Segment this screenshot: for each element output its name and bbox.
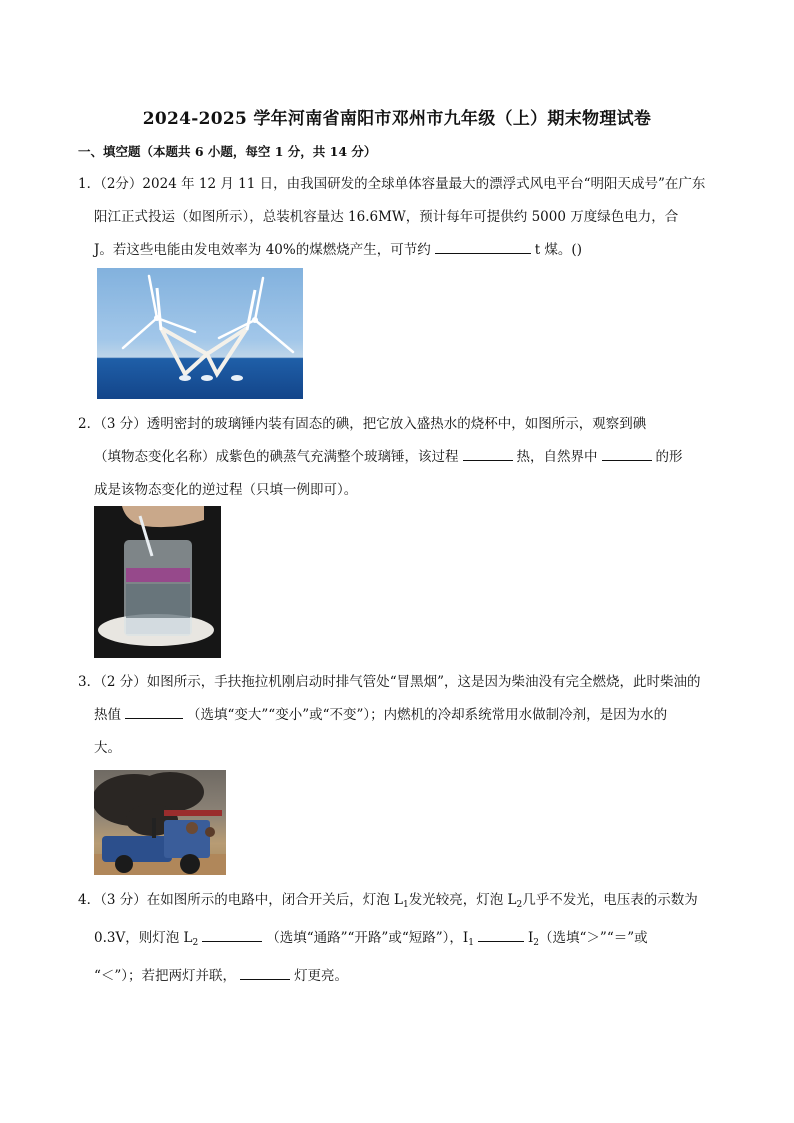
q2-line2-tail: 的形 bbox=[655, 449, 683, 465]
section-heading: 一、填空题（本题共 6 小题，每空 1 分，共 14 分） bbox=[78, 144, 377, 159]
beaker-image bbox=[94, 506, 221, 658]
answer-blank[interactable] bbox=[478, 927, 524, 942]
answer-blank[interactable] bbox=[602, 446, 652, 461]
q3-line2-tail: （选填“变大”“变小”或“不变”）；内燃机的冷却系统常用水做制冷剂，是因为水的 bbox=[187, 707, 668, 723]
page-title: 2024-2025 学年河南省南阳市邓州市九年级（上）期末物理试卷 bbox=[142, 109, 652, 129]
q3-line2 bbox=[78, 699, 718, 732]
q3-line3: 大。 bbox=[94, 740, 121, 756]
q2-line2-text: （填物态变化名称）成紫色的碘蒸气充满整个玻璃锤，该过程 bbox=[94, 449, 459, 465]
q4-line2-b: （选填“通路”“开路”或“短路”），I bbox=[266, 930, 469, 946]
q3-line1: 3．（2 分）如图所示，手扶拖拉机刚启动时排气管处“冒黑烟”，这是因为柴油没有完全燃烧，此时柴油的 bbox=[78, 674, 701, 690]
answer-blank[interactable] bbox=[463, 446, 513, 461]
q2-line1: 2．（3 分）透明密封的玻璃锤内装有固态的碘，把它放入盛热水的烧杯中，如图所示，观察到碘 bbox=[78, 416, 647, 432]
answer-blank[interactable] bbox=[240, 965, 290, 980]
subscript-1: 1 bbox=[468, 938, 474, 948]
question-2 bbox=[78, 408, 718, 507]
q4-line1 bbox=[78, 884, 718, 922]
q4-line3-a: “＜”）；若把两灯并联， bbox=[94, 968, 237, 984]
subscript-1: 1 bbox=[402, 900, 409, 910]
q4-line3 bbox=[78, 960, 718, 993]
subscript-2: 2 bbox=[516, 900, 523, 910]
q1-line3-text: J。若这些电能由发电效率为 40%的煤燃烧产生，可节约 bbox=[94, 242, 431, 258]
q1-line2: 阳江正式投运（如图所示），总装机容量达 16.6MW，预计每年可提供约 5000 万度绿色电力，合 bbox=[94, 209, 679, 225]
question-3 bbox=[78, 666, 718, 765]
q4-line1-c: 几乎不发光，电压表的示数为 bbox=[522, 892, 698, 908]
q4-line2-a: 0.3V，则灯泡 L bbox=[94, 930, 193, 946]
tractor-smoke-image bbox=[94, 770, 226, 875]
subscript-2: 2 bbox=[533, 938, 540, 948]
q2-line2 bbox=[78, 441, 718, 474]
q4-line1-a: 4．（3 分）在如图所示的电路中，闭合开关后，灯泡 L bbox=[78, 892, 403, 908]
question-1 bbox=[78, 168, 718, 267]
q3-line2-text: 热值 bbox=[94, 707, 121, 723]
q4-line1-b: 发光较亮，灯泡 L bbox=[408, 892, 517, 908]
answer-blank[interactable] bbox=[125, 704, 183, 719]
q2-line3: 成是该物态变化的逆过程（只填一例即可）。 bbox=[94, 482, 358, 498]
q1-line1: 1．（2分）2024 年 12 月 11 日，由我国研发的全球单体容量最大的漂浮式风电平台“明阳天成号”在广东 bbox=[78, 176, 706, 192]
q2-line2-mid: 热，自然界中 bbox=[516, 449, 598, 465]
q4-line2-d: （选填“＞”“＝”或 bbox=[539, 930, 648, 946]
subscript-2: 2 bbox=[192, 938, 199, 948]
q1-line3-tail: t 煤。() bbox=[534, 242, 582, 258]
q4-line3-b: 灯更亮。 bbox=[294, 968, 349, 984]
answer-blank[interactable] bbox=[202, 927, 262, 942]
q4-line2 bbox=[78, 922, 718, 960]
wind-turbine-image bbox=[97, 268, 303, 399]
q1-line3 bbox=[78, 234, 718, 267]
q4-line2-c: I bbox=[527, 930, 534, 946]
question-4 bbox=[78, 884, 718, 993]
answer-blank[interactable] bbox=[435, 239, 531, 254]
